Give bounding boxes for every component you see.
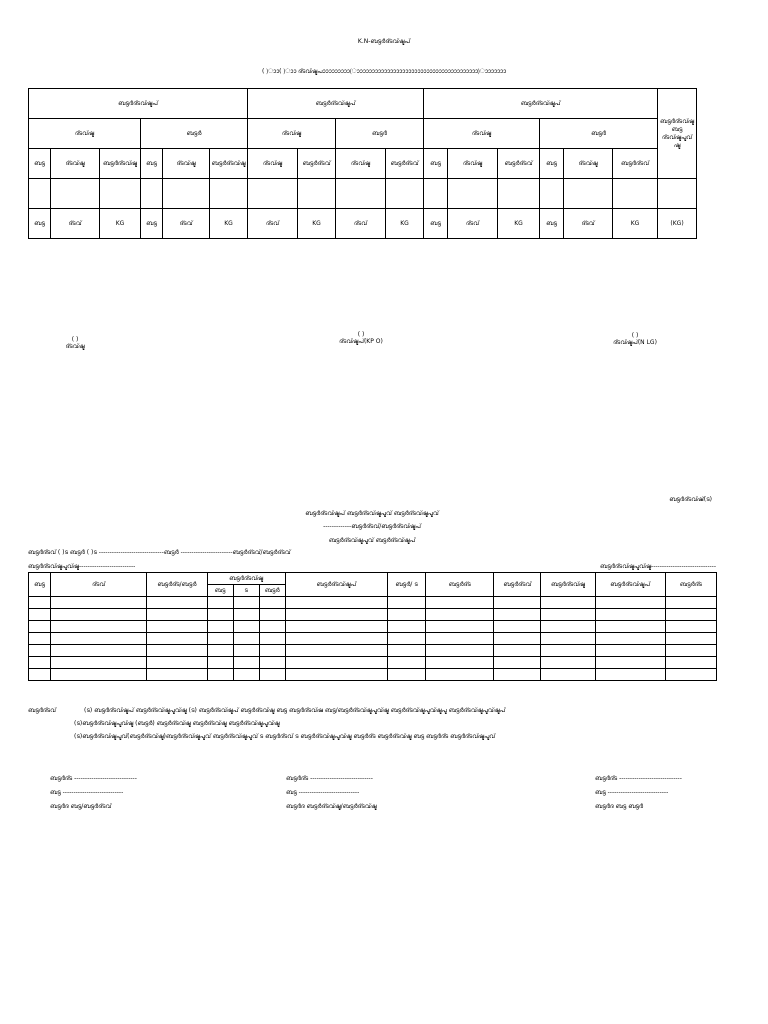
col-header: ബട്ടർദ്ടവ് [494,573,541,597]
col-header: ബട്ടർദ്ടവ്ഷ്ടപ് [595,573,665,597]
signature-line: ബട്ടർദ്ട ----------------------------- [595,775,682,782]
unit-cell: ബട്ട [29,209,51,239]
notes-line: (ട) ബട്ടർദ്ടവ്ഷ്ടപ് ബട്ടർദ്ടവ്ഷ്ടപ്ടവ്ഷ്ട (ട) ബട്ടർദ്ടവ്ഷ്ടപ് ബട്ടർദ്ടവ്ഷ്ട ബട്ട ബട്ടർദ്ടവ്ഷ ബട്ട/ബട്ടർദ്ടവ്ഷ്ടപ്ടവ്ഷ്ട ബട്ടർദ്ടവ്ഷ്ടപ്ടവ്ഷ്ടപ്ട ബട്ടർദ്ടവ്ഷ്ടപ്ടവ്ഷ്ടപ് [84,707,506,714]
signature-block [45,336,105,351]
col-header: ബട്ടർദ്ടവ്ഷ്ട [541,573,595,597]
signature-title: ബട്ടർദ ബട്ടർദ്ടവ്ഷ്ട/ബട്ടർദ്ടവ്ഷ്ട [286,803,377,810]
form-subtitle: ( )ാാ( )ാാ ദ്ടവ്ഷ്ടപാാാാാാാാാ(ാാാാാാാാാാാാാാാാാാാാാാാാാാാാാാാാാാാാാാാാ)ാാാാാാാ [262,68,506,75]
signature-label: ദ്ടവ്ഷ്ട [65,343,85,350]
form2-title: ബട്ടർദ്ടവ്ഷ്ടപ് ബട്ടർദ്ടവ്ഷ്ടപ്ടവ് ബട്ടർദ്ടവ്ഷ്ടപ്ടവ് [305,510,439,517]
empty-row [29,179,697,209]
group-header: ബട്ടർദ്ടവ്ഷ്ടപ് [29,89,248,119]
signature-paren: ( ) [631,332,639,339]
signature-label: ദ്ടവ്ഷ്ടപ്(N LG) [613,339,657,346]
unit-cell: KG [100,209,141,239]
form2-info-left: ബട്ടർദ്ടവ്ഷ്ടപ്ടവ്ഷ്ട-------------------------- [28,563,136,570]
signature-title: ബട്ടർദ ബട്ട ബട്ടർ [595,803,644,810]
signature-block [50,772,137,814]
col-header: ബട്ട [29,149,51,179]
table-row [29,621,717,633]
col-header: ബട്ട [424,149,448,179]
col-header: ബട്ടർദ്ടവ് [613,149,658,179]
unit-cell: ദ്ടവ് [448,209,498,239]
unit-cell: ദ്ടവ് [248,209,298,239]
register-table [28,572,717,681]
form2-info-line: ബട്ടർദ്ടവ് ( )ട ബട്ടർ ( )ട ------------------------------ബട്ടർ ------------------------ബട്ടർദ്ടവ്/ബട്ടർദ്ടവ് [28,549,291,556]
sub-header: ബട്ട [207,585,233,597]
signature-title: ബട്ടർദ ബട്ട/ബട്ടർദ്ടവ് [50,803,112,810]
table-row [29,597,717,609]
signature-paren: ( ) [357,331,365,338]
col-header: ദ്ടവ്ഷ്ട [163,149,210,179]
col-header: ബട്ടർദ്ടവ്ഷ്ട [210,149,248,179]
col-header: ബട്ടർദ്ട/ബട്ടർ [147,573,207,597]
col-header: ദ്ടവ്ഷ്ട [51,149,100,179]
signature-block [332,331,390,346]
group-header: ബട്ടർദ്ടവ്ഷ്ടപ് [424,89,658,119]
subgroup-header: ബട്ടർ [540,119,658,149]
signature-block [606,332,664,347]
sub-header: ബട്ടർ [259,585,285,597]
col-header: ദ്ടവ്ഷ്ട [336,149,386,179]
subgroup-header: ബട്ടർ [336,119,424,149]
group-header: ബട്ടർദ്ടവ്ഷ്ടപ് [248,89,424,119]
col-header: ബട്ടർദ്ടവ് [386,149,424,179]
col-header: ബട്ട [540,149,564,179]
col-header: ബട്ടർദ്ട [665,573,716,597]
subgroup-header: ദ്ടവ്ഷ്ട [248,119,336,149]
form2-info-right: ബട്ടർദ്ടവ്ഷ്ടപ്ടവ്ഷ്ട------------------------------ [600,563,716,570]
notes-label: ബട്ടർദ്ടവ് [28,707,56,714]
unit-cell: ബട്ട [540,209,564,239]
signature-line: ബട്ടർദ്ട ----------------------------- [50,775,137,782]
table-row [29,657,717,669]
col-header: ബട്ട [141,149,163,179]
table-row [29,633,717,645]
summary-table [28,88,697,239]
signature-line: ബട്ട ---------------------------- [286,789,360,796]
form2-subtitle: -------------ബട്ടർദ്ടവ്/ബട്ടർദ്ടവ്ഷ്ടപ് [323,523,421,530]
form2-subtitle: ബട്ടർദ്ടവ്ഷ്ടപ്ടവ് ബട്ടർദ്ടവ്ഷ്ടപ് [328,537,416,544]
col-header: ബട്ടർദ്ടവ്ഷ്ടപ് [285,573,387,597]
col-header: ബട്ടർദ്ട [426,573,494,597]
unit-cell: KG [298,209,336,239]
col-header: ബട്ട [29,573,51,597]
unit-row [29,209,697,239]
signature-block [595,772,682,814]
unit-cell: ദ്ടവ് [51,209,100,239]
col-header: ദ്ടവ് [51,573,147,597]
last-col-header: ബട്ടർദ്ടവ്ഷ്ട ബട്ട ദ്ടവ്ഷ്ടപ്ടവ് ഷ്ട [658,89,697,179]
table-row [29,669,717,681]
signature-line: ബട്ട ---------------------------- [50,789,124,796]
table-row [29,645,717,657]
table-row [29,609,717,621]
signature-block [286,772,377,814]
col-header: ദ്ടവ്ഷ്ട [448,149,498,179]
unit-cell: ബട്ട [141,209,163,239]
form2-code: ബട്ടർദ്ടവ്ഷ്(ട) [669,496,712,503]
col-header: ബട്ടർദ്ടവ്ഷ്ട [207,573,285,585]
unit-cell: ദ്ടവ് [163,209,210,239]
unit-cell: ബട്ട [424,209,448,239]
notes-line: (ട)ബട്ടർദ്ടവ്ഷ്ടപ്ടവ്ഷ്ട (ബട്ടർ) ബട്ടർദ്ടവ്ഷ്ട ബട്ടർദ്ടവ്ഷ്ട ബട്ടർദ്ടവ്ഷ്ടപ്ടവ്ഷ്ട [74,720,280,727]
col-header: ദ്ടവ്ഷ്ട [564,149,613,179]
unit-cell: KG [386,209,424,239]
signature-paren: ( ) [71,336,79,343]
sub-header: ട [233,585,259,597]
unit-cell: KG [210,209,248,239]
signature-label: ദ്ടവ്ഷ്ടപ്(KP O) [339,338,383,345]
unit-cell: KG [498,209,540,239]
subgroup-header: ബട്ടർ [141,119,248,149]
subgroup-header: ദ്ടവ്ഷ്ട [29,119,141,149]
unit-cell: ദ്ടവ് [564,209,613,239]
form-code: K.N-ബട്ടർദ്ടവ്ഷ്ടപ് [357,38,411,45]
unit-cell: (KG) [658,209,697,239]
subgroup-header: ദ്ടവ്ഷ്ട [424,119,540,149]
unit-cell: KG [613,209,658,239]
unit-cell: ദ്ടവ് [336,209,386,239]
signature-line: ബട്ട ---------------------------- [595,789,669,796]
notes-line: (ട)ബട്ടർദ്ടവ്ഷ്ടപ്ടവ്(ബട്ടർദ്ടവ്ഷ്ട)ബട്ടർദ്ടവ്ഷ്ടപ്ടവ് ബട്ടർദ്ടവ്ഷ്ടപ്ടവ് ട ബട്ടർദ്ടവ് ട ബട്ടർദ്ടവ്ഷ്ടപ്ടവ്ഷ്ട ബട്ടർദ്ട ബട്ടർദ്ടവ്ഷ്ട ബട്ട ബട്ടർദ്ട ബട്ടർദ്ടവ്ഷ്ടപ്ടവ് [74,733,496,740]
col-header: ബട്ടർദ്ടവ് [298,149,336,179]
col-header: ബട്ടർദ്ടവ് [498,149,540,179]
col-header: ബട്ടർ/ ട [388,573,426,597]
signature-line: ബട്ടർദ്ട ----------------------------- [286,775,373,782]
col-header: ബട്ടർദ്ടവ്ഷ്ട [100,149,141,179]
col-header: ദ്ടവ്ഷ്ട [248,149,298,179]
